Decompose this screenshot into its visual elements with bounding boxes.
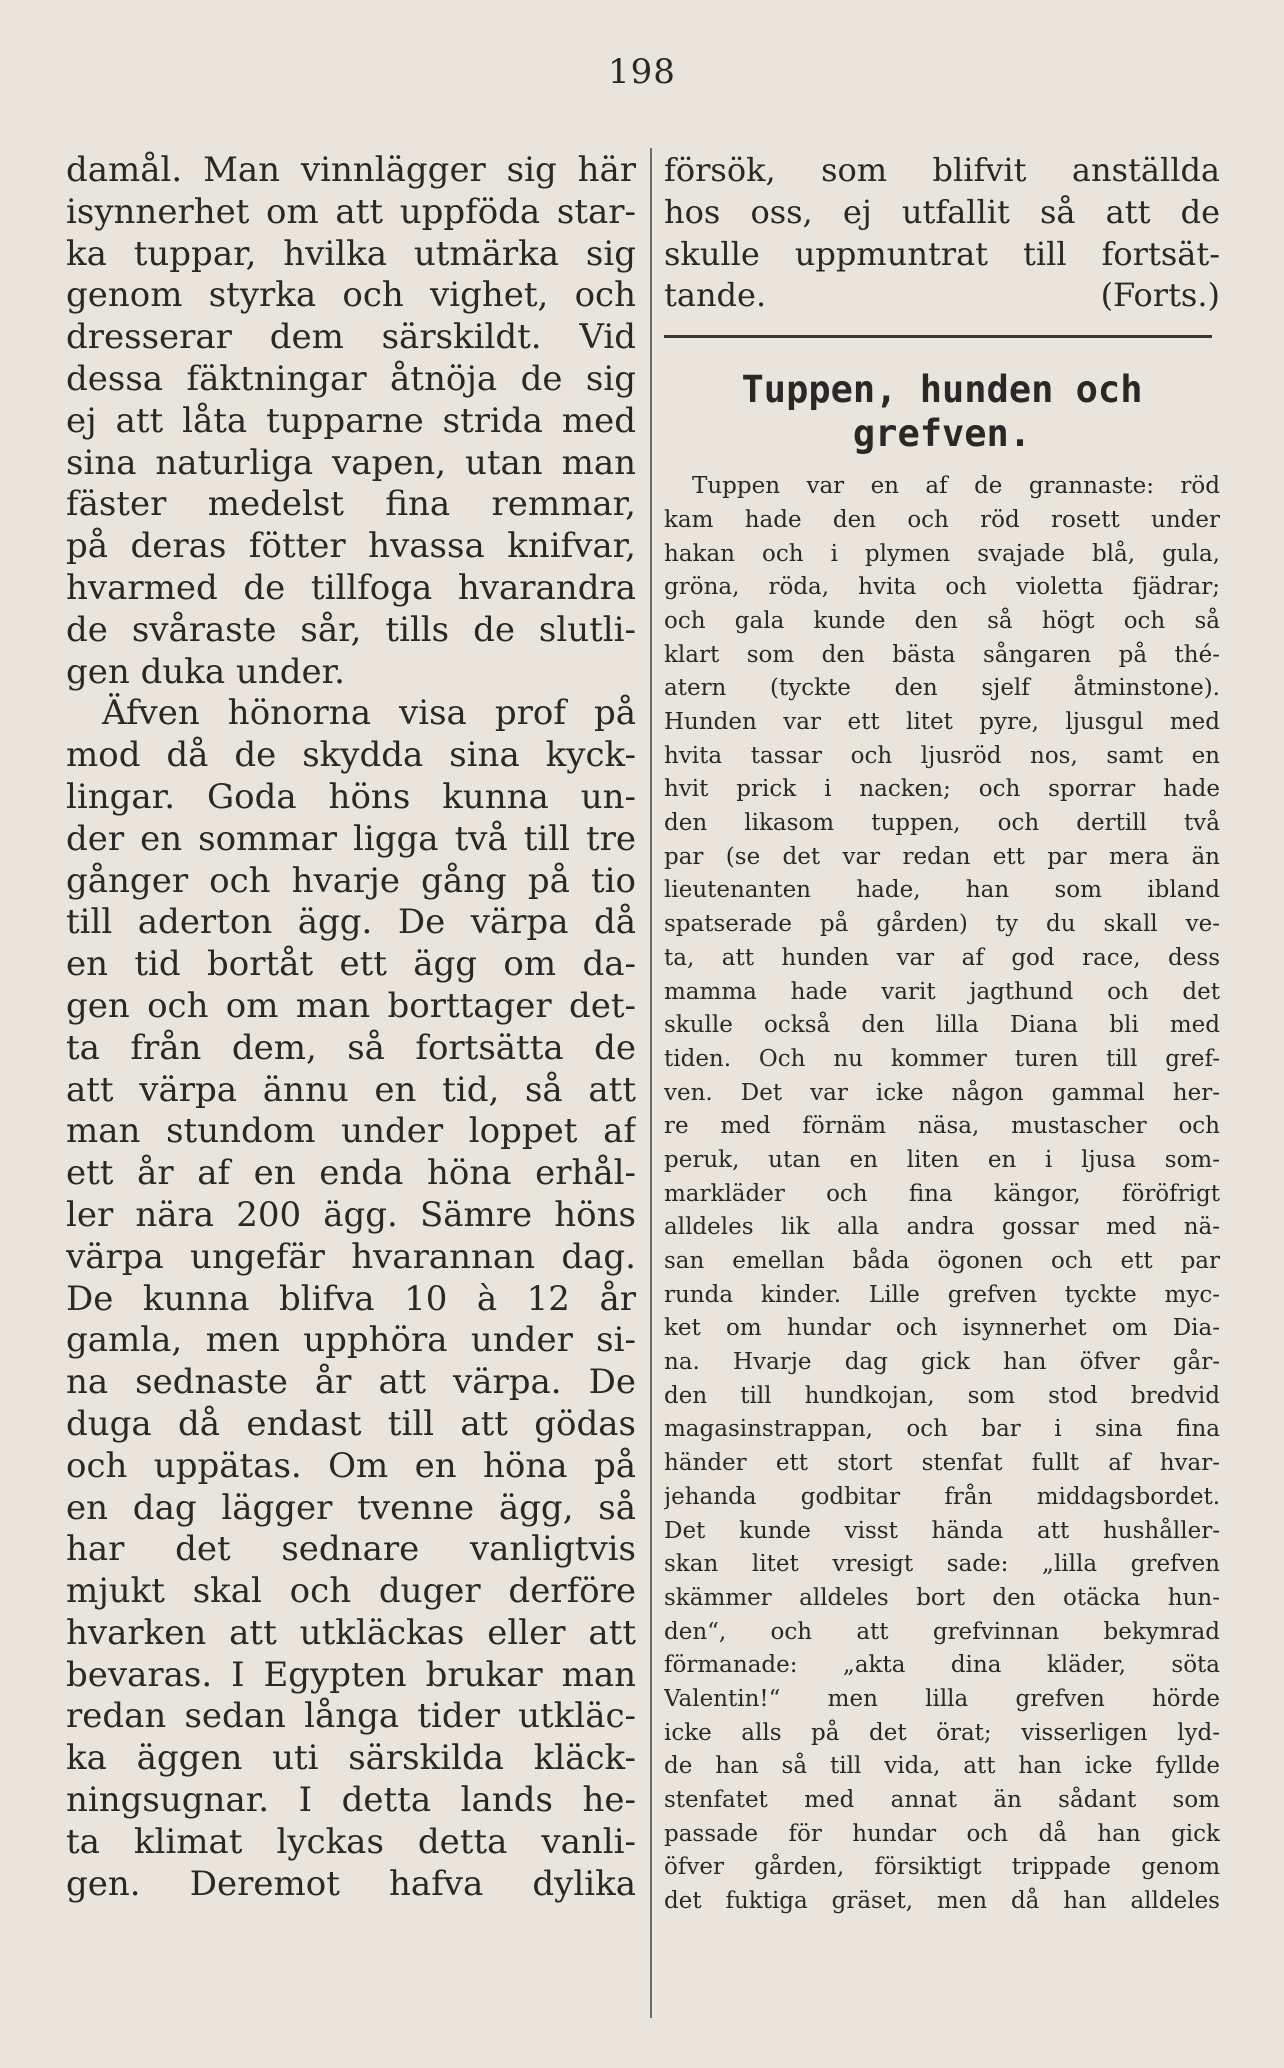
text-line: isynnerhet om att uppföda star- (66, 191, 636, 232)
text-line: Hunden var ett litet pyre, ljusgul med (664, 709, 1220, 735)
text-line: ka äggen uti särskilda kläck- (66, 1738, 636, 1779)
text-line: Det kunde visst hända att hushåller- (664, 1517, 1220, 1544)
text-line: ler nära 200 ägg. Sämre höns (66, 1194, 636, 1235)
text-line: na. Hvarje dag gick han öfver går- (664, 1349, 1220, 1376)
article-title (664, 368, 1220, 456)
text-line: icke alls på det örat; visserligen lyd- (664, 1719, 1220, 1746)
text-line: klart som den bästa sångaren på thé- (664, 641, 1220, 668)
text-line: den till hundkojan, som stod bredvid (664, 1382, 1220, 1409)
text-line: damål. Man vinnlägger sig här (66, 150, 636, 190)
text-line: ta från dem, så fortsätta de (66, 1027, 636, 1068)
text-line: ett år af en enda höna erhål- (66, 1153, 636, 1194)
text-line: spatserade på gården) ty du skall ve- (664, 911, 1220, 938)
text-line: skulle också den lilla Diana bli med (664, 1012, 1220, 1039)
right-column (664, 150, 1220, 2020)
text-line: hvarmed de tillfoga hvarandra (66, 567, 636, 608)
left-column (66, 150, 636, 2020)
text-line: skämmer alldeles bort den otäcka hun- (664, 1584, 1220, 1611)
text-line: hos oss, ej utfallit så att de (664, 192, 1220, 231)
text-line: na sednaste år att värpa. De (66, 1362, 636, 1403)
text-line: atern (tyckte den sjelf åtminstone). (664, 675, 1220, 702)
text-line: gröna, röda, hvita och violetta fjädrar; (664, 574, 1220, 601)
text-line: stenfatet med annat än sådant som (664, 1787, 1220, 1813)
text-line: hvarken att utkläckas eller att (66, 1612, 636, 1653)
text-line: redan sedan långa tider utkläc- (66, 1696, 636, 1737)
text-line: hvita tassar och ljusröd nos, samt en (664, 742, 1220, 769)
text-line: lieutenanten hade, han som ibland (664, 877, 1220, 904)
text-line: gen duka under. (66, 651, 345, 692)
text-line: dessa fäktningar åtnöja de sig (66, 358, 636, 399)
article-title-line: Tuppen, hunden och (741, 368, 1143, 412)
text-line: den“, och att grefvinnan bekymrad (664, 1618, 1220, 1645)
text-line: par (se det var redan ett par mera än (664, 843, 1220, 870)
text-line: öfver gården, försiktigt trippade genom (664, 1854, 1220, 1881)
text-line: de han så till vida, att han icke fyllde (664, 1753, 1220, 1780)
text-line: att värpa ännu en tid, så att (66, 1069, 636, 1110)
text-line: händer ett stort stenfat fullt af hvar- (664, 1450, 1220, 1477)
text-line: skulle uppmuntrat till fortsät- (664, 234, 1220, 273)
text-line: den likasom tuppen, och dertill två (664, 810, 1220, 837)
text-line: der en sommar ligga två till tre (66, 818, 636, 859)
text-line: ka tuppar, hvilka utmärka sig (66, 233, 636, 274)
text-line: en tid bortåt ett ägg om da- (66, 944, 636, 985)
text-line: fäster medelst fina remmar, (66, 484, 636, 525)
text-line: ta, att hunden var af god race, dess (664, 944, 1220, 971)
text-line: skan litet vresigt sade: „lilla grefven (664, 1551, 1220, 1578)
text-line: ket om hundar och isynnerhet om Dia- (664, 1315, 1220, 1342)
text-line: en dag lägger tvenne ägg, så (66, 1487, 636, 1528)
text-line: mamma hade varit jagthund och det (664, 978, 1220, 1005)
text-line: magasinstrappan, och bar i sina fina (664, 1416, 1220, 1443)
text-line: försök, som blifvit anställda (664, 151, 1220, 189)
text-line: De kunna blifva 10 à 12 år (66, 1278, 636, 1319)
text-line: dresserar dem särskildt. Vid (66, 317, 636, 358)
text-line: peruk, utan en liten en i ljusa som- (664, 1146, 1220, 1173)
text-line: sina naturliga vapen, utan man (66, 442, 636, 483)
text-line: och uppätas. Om en höna på (66, 1445, 636, 1486)
text-line: Valentin!“ men lilla grefven hörde (664, 1685, 1220, 1712)
text-line: passade för hundar och då han gick (664, 1820, 1220, 1847)
text-line: ej att låta tupparne strida med (66, 400, 636, 441)
text-line: san emellan båda ögonen och ett par (664, 1248, 1220, 1274)
text-line: re med förnäm näsa, mustascher och (664, 1113, 1220, 1140)
text-line: förmanade: „akta dina kläder, söta (664, 1652, 1220, 1679)
text-line: och gala kunde den så högt och så (664, 607, 1220, 634)
text-line: gånger och hvarje gång på tio (66, 860, 636, 901)
text-line: värpa ungefär hvarannan dag. (66, 1236, 636, 1277)
text-line: till aderton ägg. De värpa då (66, 902, 636, 943)
text-line: mod då de skydda sina kyck- (66, 735, 636, 776)
text-line: Tuppen var en af de grannaste: röd (692, 473, 1220, 500)
section-rule (664, 335, 1212, 338)
text-line: har det sednare vanligtvis (66, 1529, 636, 1570)
text-line: bevaras. I Egypten brukar man (66, 1654, 636, 1695)
text-line: de svåraste sår, tills de slutli- (66, 609, 636, 650)
text-line: jehanda godbitar från middagsbordet. (664, 1483, 1220, 1510)
text-line: ta klimat lyckas detta vanli- (66, 1821, 636, 1862)
article-body (664, 470, 1220, 1919)
text-line: genom styrka och vighet, och (66, 275, 636, 316)
text-line: tiden. Och nu kommer turen till gref- (664, 1045, 1220, 1072)
column-divider (650, 148, 652, 2018)
text-line: lingar. Goda höns kunna un- (66, 776, 636, 817)
text-line: det fuktiga gräset, men då han alldeles (664, 1888, 1220, 1915)
text-line: alldeles lik alla andra gossar med nä- (664, 1214, 1220, 1241)
text-line: markläder och fina kängor, föröfrigt (664, 1180, 1220, 1207)
text-line: gen och om man borttager det- (66, 985, 636, 1026)
text-line: gen. Deremot hafva dylika (66, 1863, 636, 1904)
text-line: på deras fötter hvassa knifvar, (66, 526, 636, 567)
text-line: hakan och i plymen svajade blå, gula, (664, 540, 1220, 567)
text-line: runda kinder. Lille grefven tyckte myc- (664, 1281, 1220, 1308)
text-line: mjukt skal och duger derföre (66, 1571, 636, 1612)
text-line: gamla, men upphöra under si- (66, 1320, 636, 1361)
text-line: Äfven hönorna visa prof på (102, 693, 636, 734)
continued-note: (Forts.) (1100, 276, 1220, 315)
text-line: ningsugnar. I detta lands he- (66, 1780, 636, 1821)
text-line (664, 275, 1220, 317)
text-line: ven. Det var icke någon gammal her- (664, 1079, 1220, 1106)
page-number: 198 (608, 52, 676, 92)
text-line: man stundom under loppet af (66, 1111, 636, 1152)
text-line: hvit prick i nacken; och sporrar hade (664, 776, 1220, 803)
text-fragment: tande. (664, 276, 767, 315)
article-title-line: grefven. (852, 412, 1032, 456)
text-line: duga då endast till att gödas (66, 1403, 636, 1444)
text-line: kam hade den och röd rosett under (664, 506, 1220, 533)
